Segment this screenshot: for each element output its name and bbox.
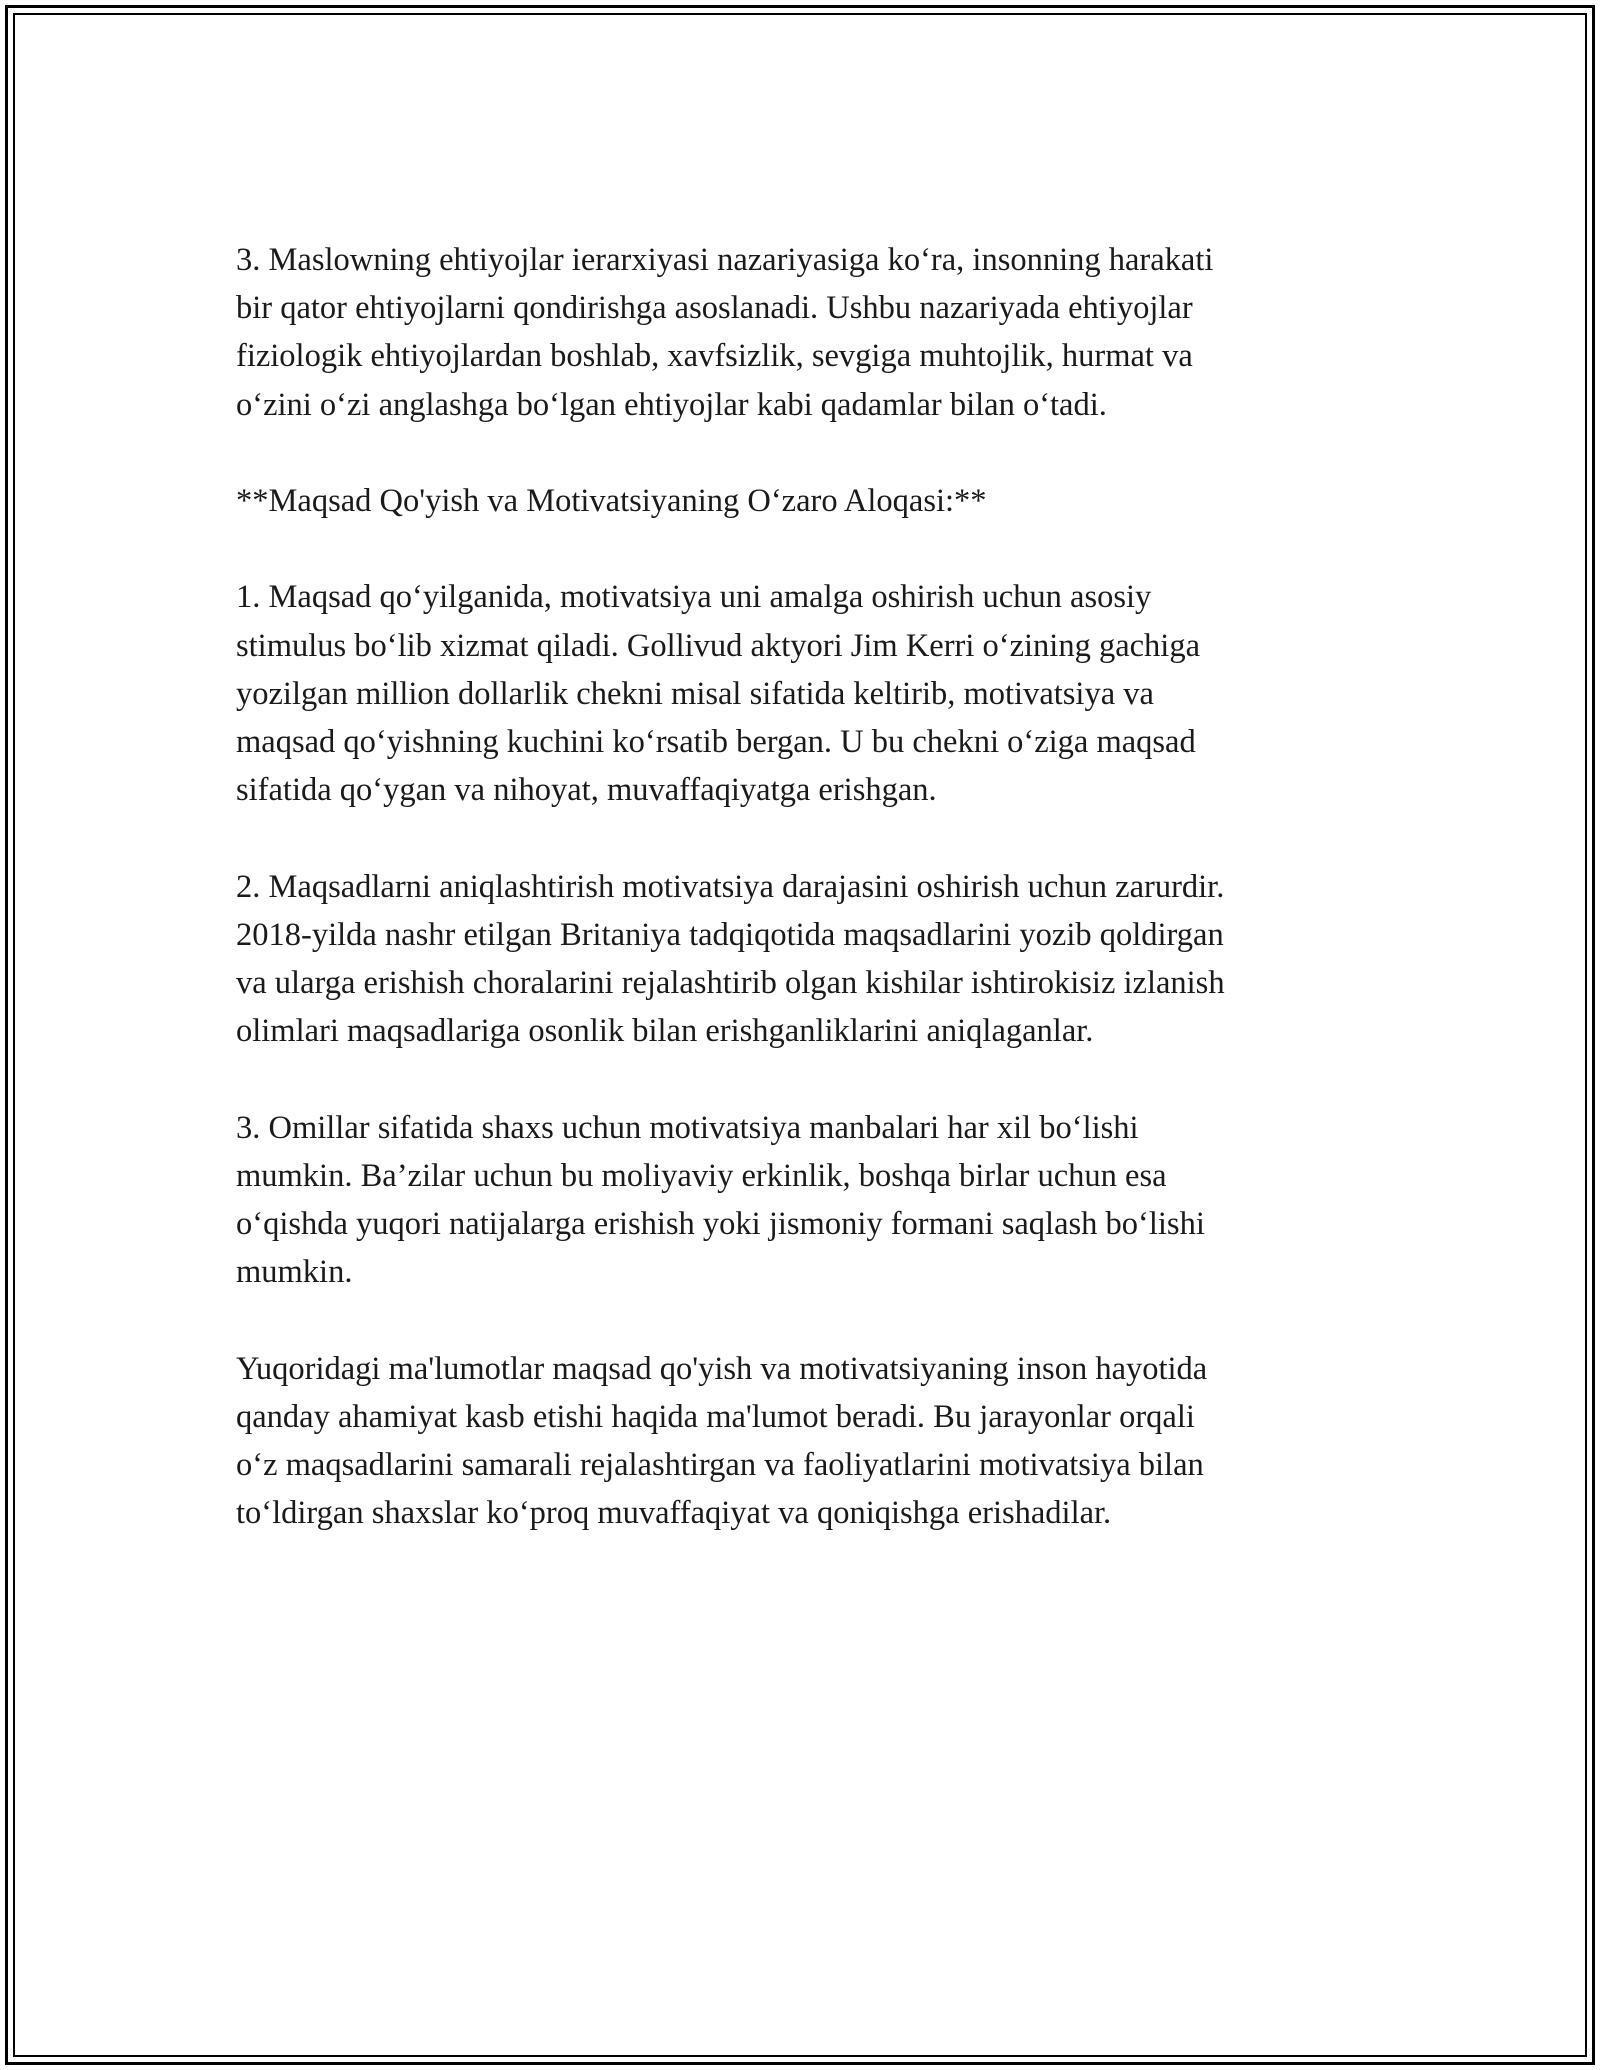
paragraph-motivation-sources: 3. Omillar sifatida shaxs uchun motivatsiya manbalari har xil bo‘lishi mumkin. Ba’zilar uchun bu moliyaviy erkinlik, boshqa birlar uchun esa o‘qishda yuqori natijalarga erishish yoki jismoniy formani saqlash bo‘lishi mumkin. — [236, 1109, 1205, 1291]
paragraph-conclusion: Yuqoridagi ma'lumotlar maqsad qo'yish va motivatsiyaning inson hayotida qanday ahamiyat kasb etishi haqida ma'lumot beradi. Bu jarayonlar orqali o‘z maqsadlarini samarali rejalashtirgan va faoliyatlarini motivatsiya bilan to‘ldirgan shaxslar ko‘proq muvaffaqiyat va qoniqishga erishadilar. — [236, 1350, 1208, 1532]
section-heading: **Maqsad Qo'yish va Motivatsiyaning O‘zaro Aloqasi:** — [236, 483, 987, 519]
paragraph-goal-setting: 1. Maqsad qo‘yilganida, motivatsiya uni amalga oshirish uchun asosiy stimulus bo‘lib xizmat qiladi. Gollivud aktyori Jim Kerri o‘zining gachiga yozilgan million dollarlik chekni misal sifatida keltirib, motivatsiya va maqsad qo‘yishning kuchini ko‘rsatib bergan. U bu chekni o‘ziga maqsad sifatida qo‘ygan va nihoyat, muvaffaqiyatga erishgan. — [236, 579, 1201, 809]
paragraph-maslow: 3. Maslowning ehtiyojlar ierarxiyasi nazariyasiga ko‘ra, insonning harakati bir qator ehtiyojlarni qondirishga asoslanadi. Ushbu nazariyada ehtiyojlar fiziologik ehtiyojlardan boshlab, xavfsizlik, sevgiga muhtojlik, hurmat va o‘zini o‘zi anglashga bo‘lgan ehtiyojlar kabi qadamlar bilan o‘tadi. — [236, 242, 1214, 423]
document-body — [236, 236, 1356, 1586]
paragraph-goal-clarity: 2. Maqsadlarni aniqlashtirish motivatsiya darajasini oshirish uchun zarurdir. 2018-yilda nashr etilgan Britaniya tadqiqotida maqsadlarini yozib qoldirgan va ularga erishish choralarini rejalashtirib olgan kishilar ishtirokisiz izlanish olimlari maqsadlariga osonlik bilan erishganliklarini aniqlaganlar. — [236, 868, 1225, 1050]
